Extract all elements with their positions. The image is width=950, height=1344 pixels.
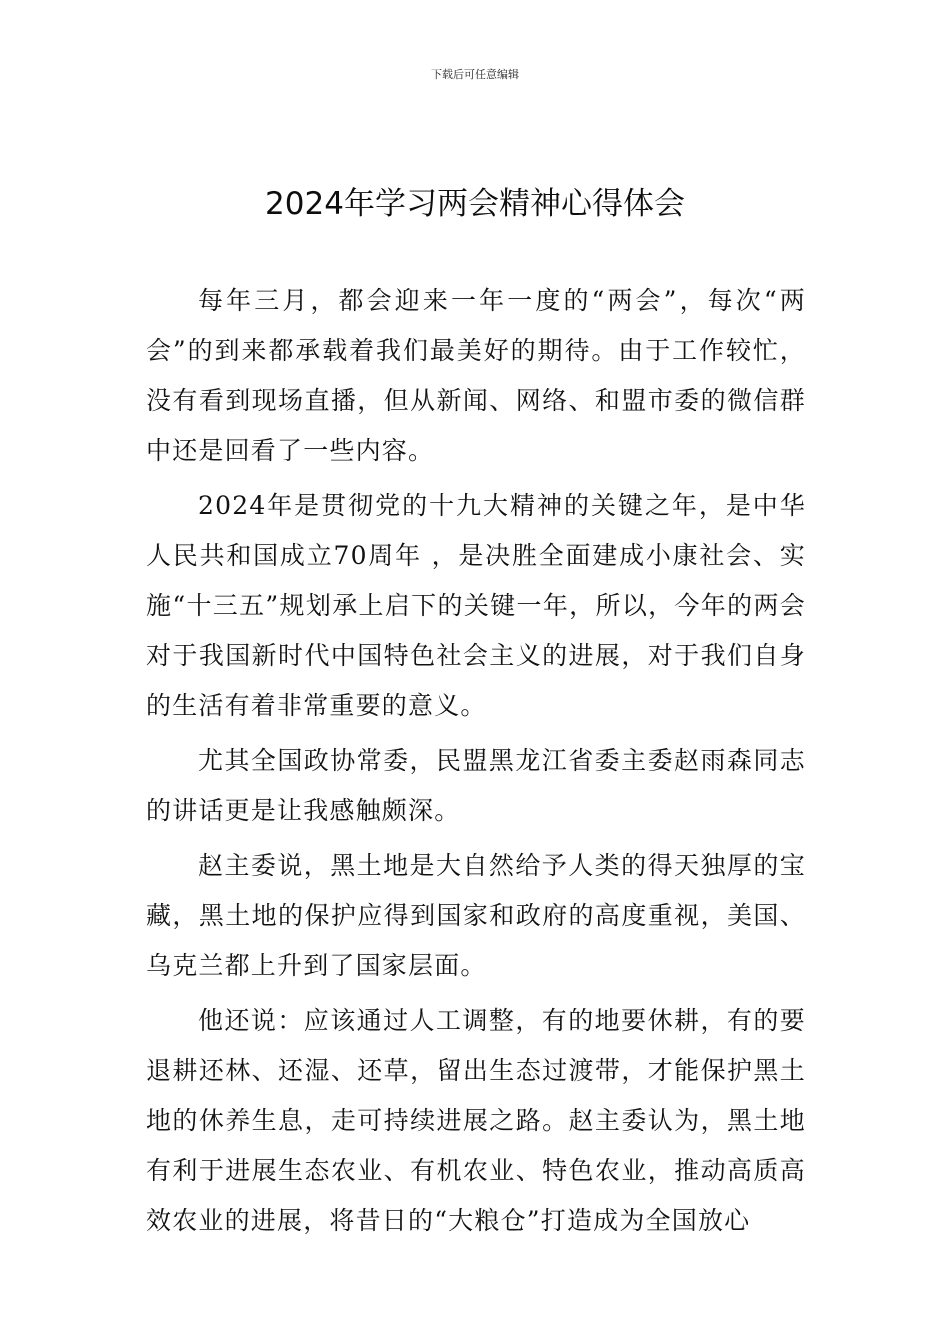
paragraph: 尤其全国政协常委，民盟黑龙江省委主委赵雨森同志的讲话更是让我感触颇深。 <box>146 746 806 825</box>
paragraph: 他还说：应该通过人工调整，有的地要休耕，有的要退耕还林、还湿、还草，留出生态过渡带，才能保护黑土地的休养生息，走可持续进展之路。赵主委认为，黑土地有利于进展生态农业、有机农业、特色农业，推动高质高效农业的进展，将昔日的“大粮仓”打造成为全国放心 <box>146 1006 806 1235</box>
paragraph: 2024年是贯彻党的十九大精神的关键之年，是中华人民共和国成立70周年 ，是决胜全面建成小康社会、实施“十三五”规划承上启下的关键一年，所以，今年的两会对于我国新时代中国特色社会主义的进展，对于我们自身的生活有着非常重要的意义。 <box>146 491 806 720</box>
paragraph: 赵主委说，黑土地是大自然给予人类的得天独厚的宝藏，黑土地的保护应得到国家和政府的高度重视，美国、乌克兰都上升到了国家层面。 <box>146 851 806 980</box>
document-title: 2024年学习两会精神心得体会 <box>265 186 685 222</box>
document-body <box>146 276 806 1251</box>
paragraph: 每年三月，都会迎来一年一度的“两会”，每次“两会”的到来都承载着我们最美好的期待。由于工作较忙，没有看到现场直播，但从新闻、网络、和盟市委的微信群中还是回看了一些内容。 <box>146 286 806 465</box>
header-note: 下载后可任意编辑 <box>431 68 519 81</box>
